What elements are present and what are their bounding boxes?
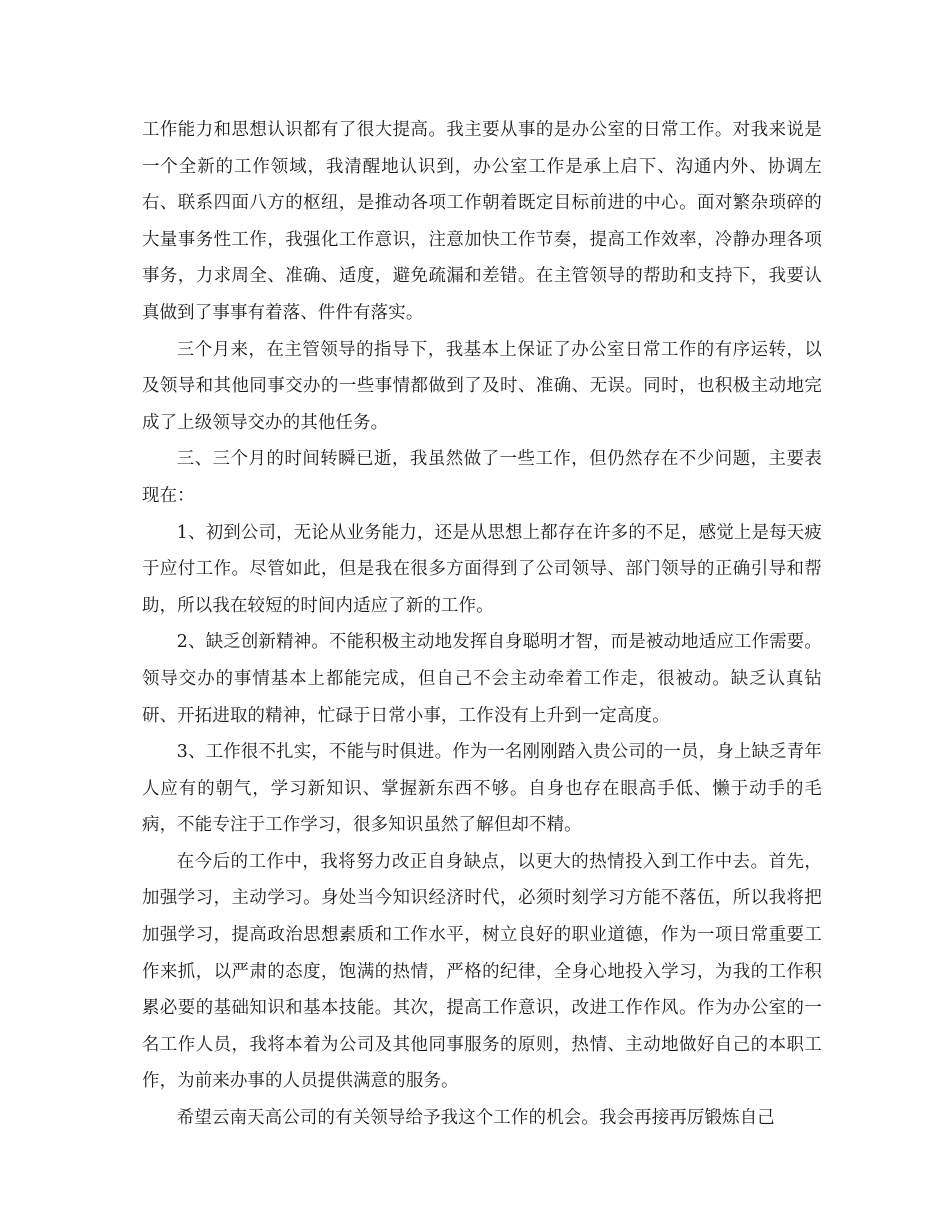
paragraph-8: 希望云南天高公司的有关领导给予我这个工作的机会。我会再接再厉锻炼自己 xyxy=(176,1108,775,1129)
paragraph-6: 3、工作很不扎实，不能与时俱进。作为一名刚刚踏入贵公司的一员，身上缺乏青年人应有的朝气，学习新知识、掌握新东西不够。自身也存在眼高手低、懒于动手的毛病，不能专注于工作学习，很多知识虽然了解但却不精。 xyxy=(142,742,822,836)
paragraph-1: 工作能力和思想认识都有了很大提高。我主要从事的是办公室的日常工作。对我来说是一个全新的工作领域，我清醒地认识到，办公室工作是承上启下、沟通内外、协调左右、联系四面八方的枢纽，是推动各项工作朝着既定目标前进的中心。面对繁杂琐碎的大量事务性工作，我强化工作意识，注意加快工作节奏，提高工作效率，冷静办理各项事务，力求周全、准确、适度，避免疏漏和差错。在主管领导的帮助和支持下，我要认真做到了事事有着落、件件有落实。 xyxy=(142,120,822,323)
paragraph-2: 三个月来，在主管领导的指导下，我基本上保证了办公室日常工作的有序运转，以及领导和其他同事交办的一些事情都做到了及时、准确、无误。同时，也积极主动地完成了上级领导交办的其他任务。 xyxy=(142,339,822,433)
document-body xyxy=(142,112,822,1137)
paragraph-4: 1、初到公司，无论从业务能力，还是从思想上都存在许多的不足，感觉上是每天疲于应付工作。尽管如此，但是我在很多方面得到了公司领导、部门领导的正确引导和帮助，所以我在较短的时间内适应了新的工作。 xyxy=(142,522,822,616)
paragraph-3: 三、三个月的时间转瞬已逝，我虽然做了一些工作，但仍然存在不少问题，主要表现在： xyxy=(142,449,822,506)
paragraph-7: 在今后的工作中，我将努力改正自身缺点，以更大的热情投入到工作中去。首先，加强学习，主动学习。身处当今知识经济时代，必须时刻学习方能不落伍，所以我将把加强学习，提高政治思想素质和工作水平，树立良好的职业道德，作为一项日常重要工作来抓，以严肃的态度，饱满的热情，严格的纪律，全身心地投入学习，为我的工作积累必要的基础知识和基本技能。其次，提高工作意识，改进工作作风。作为办公室的一名工作人员，我将本着为公司及其他同事服务的原则，热情、主动地做好自己的本职工作，为前来办事的人员提供满意的服务。 xyxy=(142,851,822,1092)
paragraph-5: 2、缺乏创新精神。不能积极主动地发挥自身聪明才智，而是被动地适应工作需要。领导交办的事情基本上都能完成，但自己不会主动牵着工作走，很被动。缺乏认真钻研、开拓进取的精神，忙碌于日常小事，工作没有上升到一定高度。 xyxy=(142,632,822,726)
